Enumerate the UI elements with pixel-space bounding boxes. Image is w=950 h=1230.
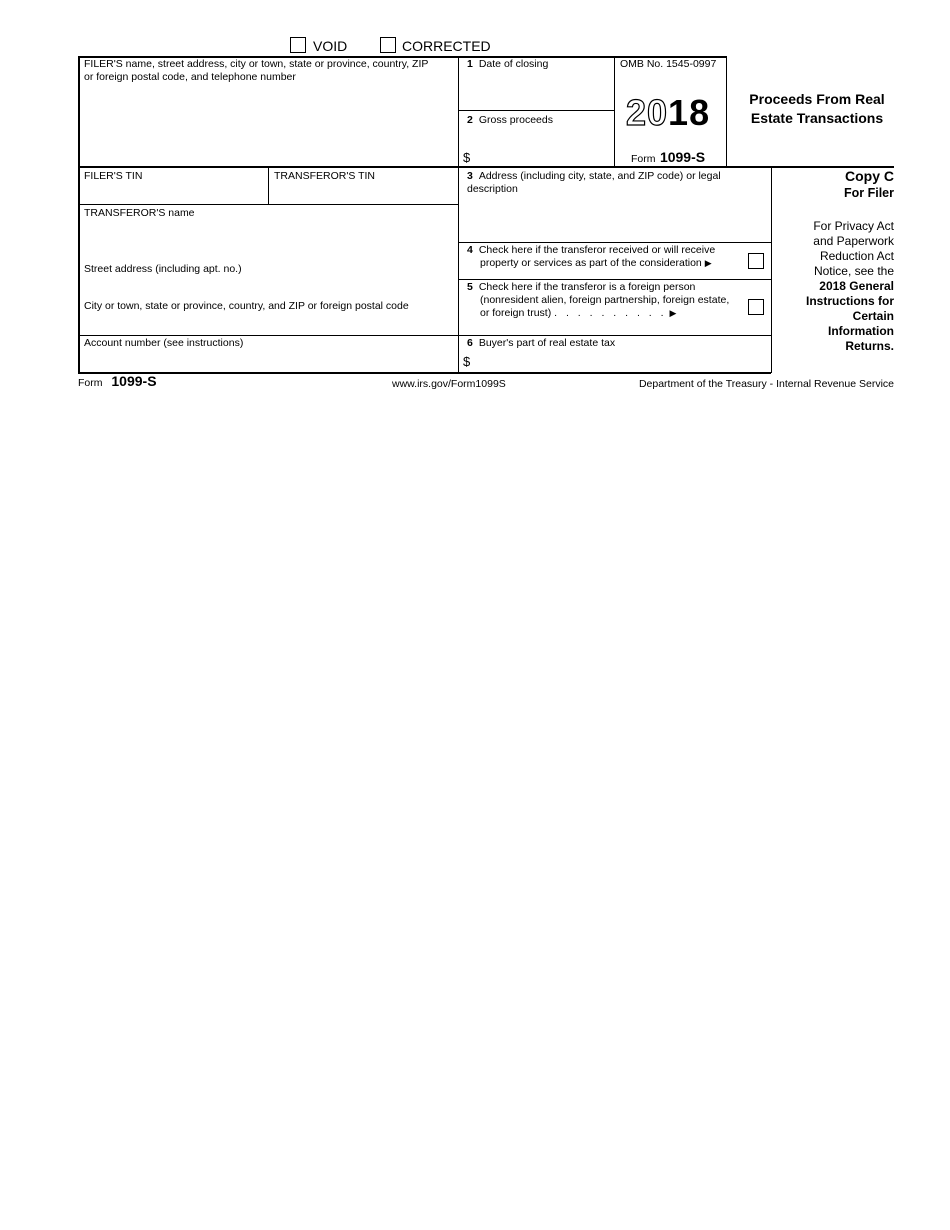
box5-checkbox[interactable] xyxy=(748,299,764,315)
box4-checkbox[interactable] xyxy=(748,253,764,269)
tin-divider xyxy=(268,167,269,204)
void-checkbox[interactable] xyxy=(290,37,306,53)
box3-label: 3 Address (including city, state, and ZIP code) or legal description xyxy=(467,170,721,195)
box1-bottom xyxy=(458,110,614,111)
bottom-border xyxy=(78,372,771,374)
city-label: City or town, state or province, country, and ZIP or foreign postal code xyxy=(84,300,409,312)
box4-label: 4 Check here if the transferor received or will receive property or services as part of the consideration ▶ xyxy=(467,244,716,269)
copy-divider xyxy=(771,167,772,373)
tax-year: 2018 xyxy=(626,92,711,133)
transferor-tin-field[interactable] xyxy=(270,184,456,203)
center-divider xyxy=(458,56,459,373)
box3-bottom xyxy=(458,242,771,243)
corrected-label: CORRECTED xyxy=(402,38,491,54)
box6-label: 6 Buyer's part of real estate tax xyxy=(467,337,616,349)
gross-proceeds-field[interactable] xyxy=(476,130,612,164)
transferor-tin-label: TRANSFEROR'S TIN xyxy=(274,170,375,182)
box2-dollar-sign: $ xyxy=(463,150,471,165)
property-address-field[interactable] xyxy=(460,184,769,240)
privacy-notice: For Privacy Act and Paperwork Reduction Act Notice, see the 2018 General Instructions for Certain Information Returns. xyxy=(805,219,894,353)
omb-right-divider xyxy=(726,56,727,166)
box5-bottom xyxy=(78,335,771,336)
street-address-label: Street address (including apt. no.) xyxy=(84,263,242,275)
street-address-field[interactable] xyxy=(80,277,456,297)
transferor-name-field[interactable] xyxy=(80,221,456,261)
box4-bottom xyxy=(458,279,771,280)
box5-label: 5 Check here if the transferor is a foreign person (nonresident alien, foreign partnership, foreign estate, or foreign trust) . . . . . . . . . . ▶ xyxy=(467,281,730,319)
corrected-checkbox[interactable] xyxy=(380,37,396,53)
form-title: Proceeds From Real Estate Transactions xyxy=(749,91,885,126)
account-number-label: Account number (see instructions) xyxy=(84,337,244,349)
void-label: VOID xyxy=(313,38,348,54)
footer-form-name: Form 1099-S xyxy=(78,373,157,389)
omb-divider xyxy=(614,56,615,166)
account-number-field[interactable] xyxy=(80,351,456,371)
filer-name-label: FILER'S name, street address, city or town, state or province, country, ZIP or foreign postal code, and telephone number xyxy=(84,58,429,83)
city-field[interactable] xyxy=(80,314,456,334)
for-filer-label: For Filer xyxy=(843,186,894,200)
filer-name-field[interactable] xyxy=(80,86,456,164)
box1-label: 1 Date of closing xyxy=(467,58,549,70)
transferor-name-label: TRANSFEROR'S name xyxy=(84,207,195,219)
filer-tin-field[interactable] xyxy=(80,184,266,203)
copy-label: Copy C xyxy=(845,168,894,184)
filer-tin-label: FILER'S TIN xyxy=(84,170,143,182)
box6-dollar-sign: $ xyxy=(463,354,471,369)
buyer-tax-field[interactable] xyxy=(476,351,769,371)
omb-number: OMB No. 1545-0997 xyxy=(620,58,717,70)
date-of-closing-field[interactable] xyxy=(460,72,612,108)
tin-row-bottom xyxy=(78,204,458,205)
omb-form-name: Form 1099-S xyxy=(631,149,706,165)
box2-label: 2 Gross proceeds xyxy=(467,114,553,126)
footer-url: www.irs.gov/Form1099S xyxy=(392,378,506,390)
footer-department: Department of the Treasury - Internal Revenue Service xyxy=(638,378,894,390)
